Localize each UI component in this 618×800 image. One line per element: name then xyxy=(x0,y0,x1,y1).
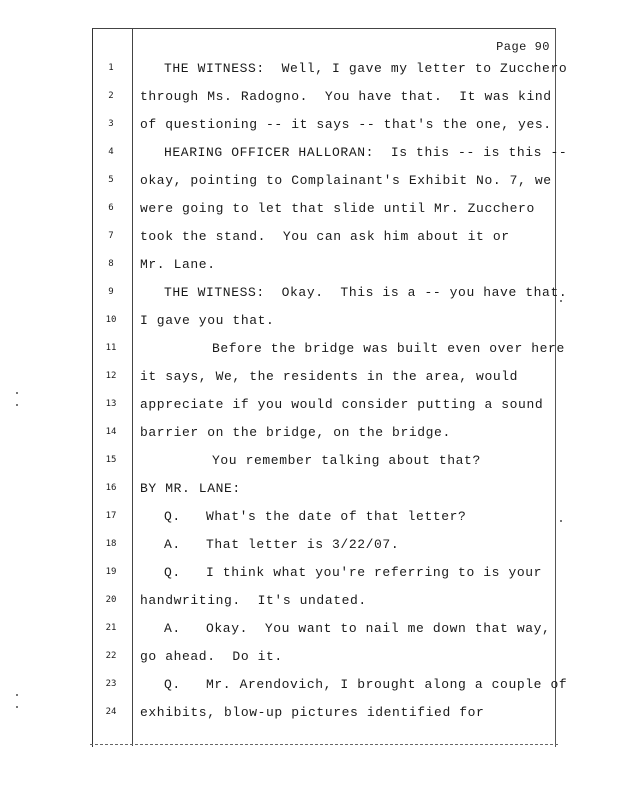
line-text: exhibits, blow-up pictures identified for xyxy=(140,705,485,720)
line-text: go ahead. Do it. xyxy=(140,649,283,664)
transcript-line xyxy=(0,56,618,84)
line-text: Q. I think what you're referring to is your xyxy=(164,565,543,580)
page-number: Page 90 xyxy=(496,40,550,54)
transcript-line xyxy=(0,588,618,616)
line-text: barrier on the bridge, on the bridge. xyxy=(140,425,451,440)
scan-speck xyxy=(560,300,562,302)
line-number: 16 xyxy=(105,483,117,493)
line-number: 5 xyxy=(108,175,114,185)
line-number: 8 xyxy=(108,259,114,269)
transcript-line xyxy=(0,700,618,728)
scan-speck xyxy=(16,392,18,394)
transcript-line xyxy=(0,168,618,196)
transcript-line xyxy=(0,392,618,420)
line-number: 7 xyxy=(108,231,114,241)
line-number: 10 xyxy=(105,315,117,325)
line-text: THE WITNESS: Well, I gave my letter to Zucchero xyxy=(164,61,568,76)
line-number: 4 xyxy=(108,147,114,157)
line-text: Q. What's the date of that letter? xyxy=(164,509,467,524)
line-number: 11 xyxy=(105,343,117,353)
transcript-line xyxy=(0,448,618,476)
line-text: through Ms. Radogno. You have that. It was kind xyxy=(140,89,552,104)
scan-speck xyxy=(16,404,18,406)
line-text: Before the bridge was built even over here xyxy=(212,341,565,356)
line-number: 3 xyxy=(108,119,114,129)
line-number: 21 xyxy=(105,623,117,633)
line-number: 9 xyxy=(108,287,114,297)
transcript-line xyxy=(0,616,618,644)
line-text: were going to let that slide until Mr. Zucchero xyxy=(140,201,535,216)
line-text: appreciate if you would consider putting a sound xyxy=(140,397,544,412)
line-number: 17 xyxy=(105,511,117,521)
page-bottom-rule xyxy=(90,744,558,745)
line-text: A. Okay. You want to nail me down that way, xyxy=(164,621,551,636)
transcript-line xyxy=(0,224,618,252)
line-number: 18 xyxy=(105,539,117,549)
scan-speck xyxy=(16,694,18,696)
transcript-line xyxy=(0,644,618,672)
transcript-line xyxy=(0,476,618,504)
line-text: BY MR. LANE: xyxy=(140,481,241,496)
line-number: 22 xyxy=(105,651,117,661)
line-text: of questioning -- it says -- that's the one, yes. xyxy=(140,117,552,132)
transcript-line xyxy=(0,504,618,532)
line-text: okay, pointing to Complainant's Exhibit No. 7, we xyxy=(140,173,552,188)
transcript-line xyxy=(0,84,618,112)
transcript-line xyxy=(0,252,618,280)
transcript-line xyxy=(0,420,618,448)
transcript-line xyxy=(0,140,618,168)
transcript-line xyxy=(0,672,618,700)
line-number: 23 xyxy=(105,679,117,689)
line-number: 6 xyxy=(108,203,114,213)
line-text: handwriting. It's undated. xyxy=(140,593,367,608)
line-number: 15 xyxy=(105,455,117,465)
line-text: HEARING OFFICER HALLORAN: Is this -- is this -- xyxy=(164,145,568,160)
transcript-line xyxy=(0,196,618,224)
line-number: 20 xyxy=(105,595,117,605)
transcript-line xyxy=(0,336,618,364)
line-number: 13 xyxy=(105,399,117,409)
line-number: 19 xyxy=(105,567,117,577)
transcript-line xyxy=(0,280,618,308)
line-text: I gave you that. xyxy=(140,313,275,328)
line-text: THE WITNESS: Okay. This is a -- you have that. xyxy=(164,285,568,300)
line-number: 1 xyxy=(108,63,114,73)
line-text: took the stand. You can ask him about it or xyxy=(140,229,510,244)
line-number: 14 xyxy=(105,427,117,437)
line-number: 24 xyxy=(105,707,117,717)
line-number: 2 xyxy=(108,91,114,101)
line-text: Mr. Lane. xyxy=(140,257,216,272)
line-text: You remember talking about that? xyxy=(212,453,481,468)
line-text: A. That letter is 3/22/07. xyxy=(164,537,400,552)
transcript-line xyxy=(0,112,618,140)
transcript-line xyxy=(0,364,618,392)
line-text: Q. Mr. Arendovich, I brought along a couple of xyxy=(164,677,568,692)
line-text: it says, We, the residents in the area, would xyxy=(140,369,519,384)
scan-speck xyxy=(560,520,562,522)
transcript-line xyxy=(0,532,618,560)
transcript-line xyxy=(0,560,618,588)
transcript-line xyxy=(0,308,618,336)
line-number: 12 xyxy=(105,371,117,381)
transcript-lines xyxy=(0,56,618,728)
scan-speck xyxy=(16,706,18,708)
